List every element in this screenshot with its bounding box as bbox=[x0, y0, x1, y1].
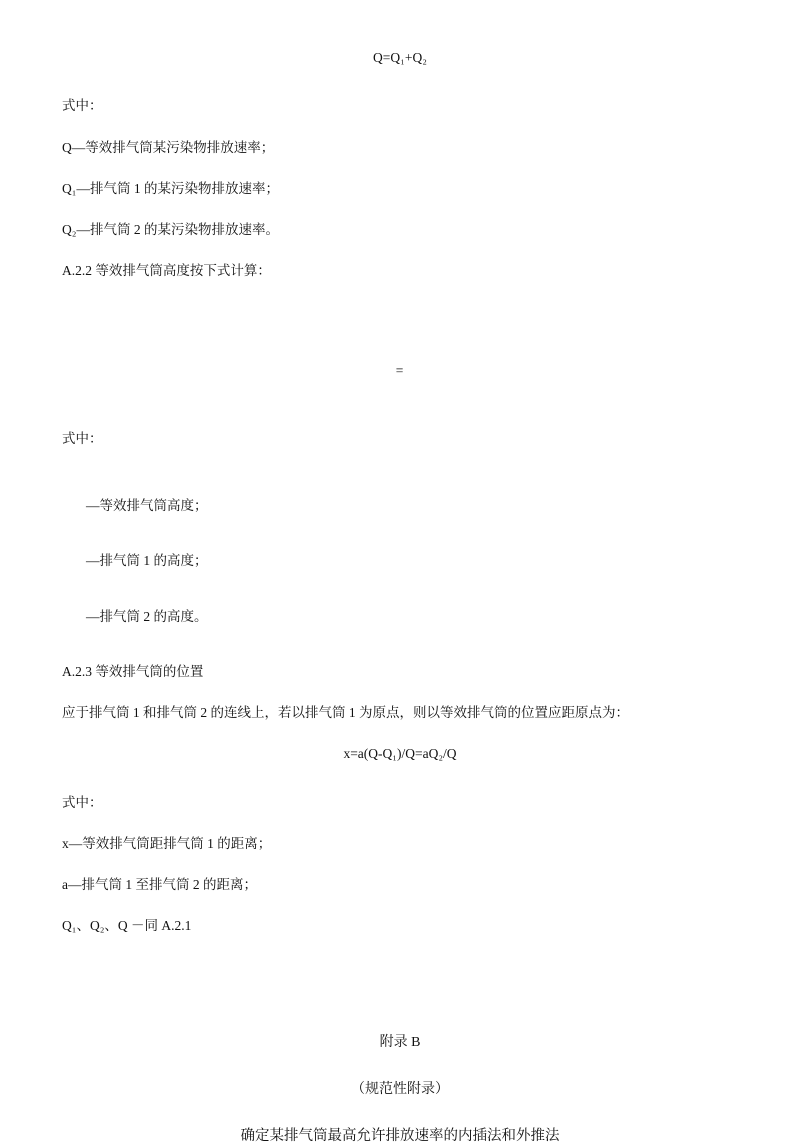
spacer-before-height-formula bbox=[62, 303, 738, 317]
spacer-def-2 bbox=[62, 593, 738, 607]
label-where-1: 式中： bbox=[62, 96, 738, 116]
definition-Q2: Q₂—排气筒 2 的某污染物排放速率。 bbox=[62, 220, 738, 240]
definition-Q: Q—等效排气筒某污染物排放速率； bbox=[62, 138, 738, 158]
spacer-def-1 bbox=[62, 537, 738, 551]
formula-position-x: x=a(Q-Q₁)/Q=aQ₂/Q bbox=[62, 744, 738, 764]
appendix-b-title: 附录 B bbox=[62, 1032, 738, 1053]
definition-Q1: Q₁—排气筒 1 的某污染物排放速率； bbox=[62, 179, 738, 199]
document-content bbox=[62, 48, 738, 1147]
section-a23-title: A.2.3 等效排气筒的位置 bbox=[62, 662, 738, 682]
spacer-before-appendix bbox=[62, 958, 738, 1032]
definition-stack1-height: —排气筒 1 的高度； bbox=[62, 551, 738, 571]
spacer-before-a23 bbox=[62, 648, 738, 662]
section-a23-body: 应于排气筒 1 和排气筒 2 的连线上，若以排气筒 1 为原点，则以等效排气筒的位置应距原点为： bbox=[62, 703, 738, 723]
definition-equivalent-height: —等效排气筒高度； bbox=[62, 496, 738, 516]
label-where-3: 式中： bbox=[62, 793, 738, 813]
definition-stack2-height: —排气筒 2 的高度。 bbox=[62, 607, 738, 627]
definition-q-same-as: Q₁、Q₂、Q －同 A.2.1 bbox=[62, 916, 738, 936]
definition-a: a—排气筒 1 至排气筒 2 的距离； bbox=[62, 875, 738, 895]
appendix-b-subtitle: （规范性附录） bbox=[62, 1079, 738, 1100]
formula-total-emission: Q=Q₁+Q₂ bbox=[62, 48, 738, 68]
section-a22-title: A.2.2 等效排气筒高度按下式计算： bbox=[62, 261, 738, 281]
appendix-b-heading: 确定某排气筒最高允许排放速率的内插法和外推法 bbox=[62, 1126, 738, 1147]
definition-x: x—等效排气筒距排气筒 1 的距离； bbox=[62, 834, 738, 854]
formula-equivalent-height: = bbox=[62, 361, 738, 381]
label-where-2: 式中： bbox=[62, 429, 738, 449]
spacer-before-definitions bbox=[62, 470, 738, 496]
